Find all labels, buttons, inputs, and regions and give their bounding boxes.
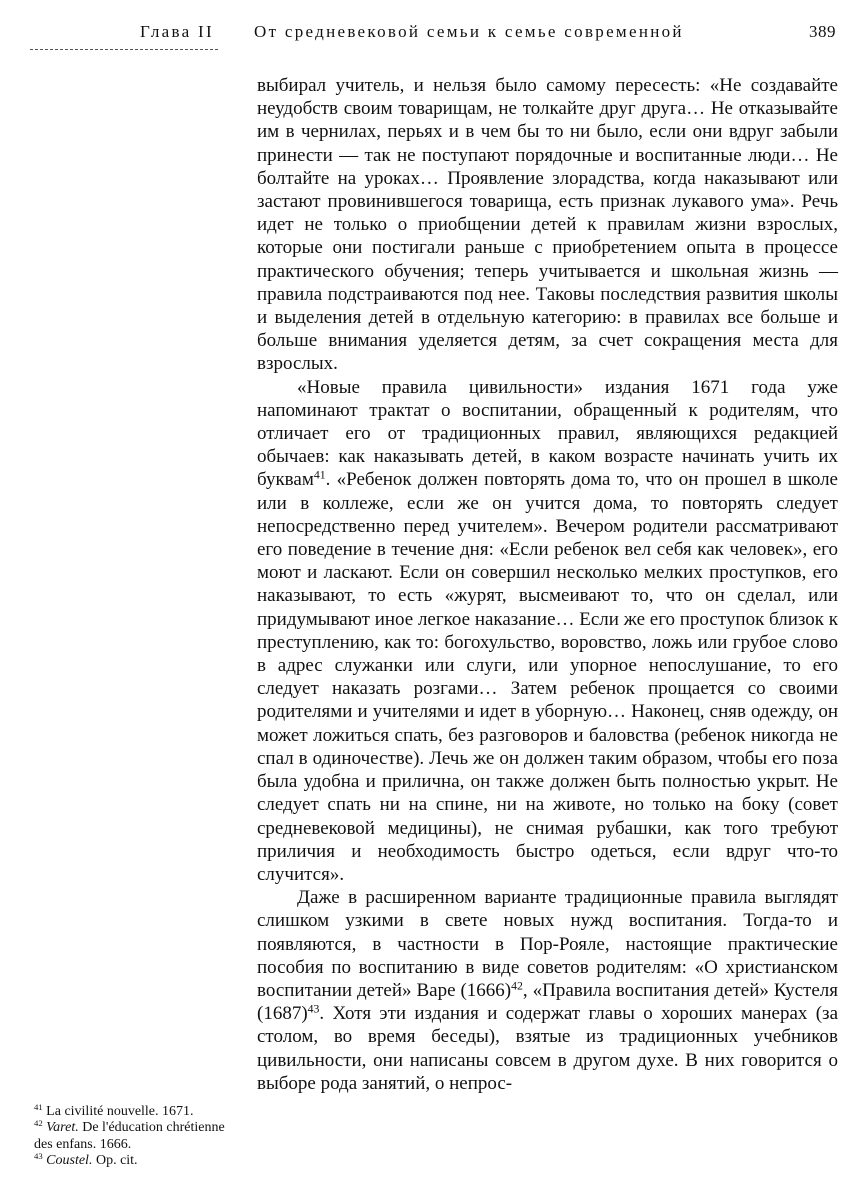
footnote-text: Op. cit. <box>95 1153 138 1169</box>
paragraph-text: . Хотя эти издания и содержат главы о хороших манерах (за столом, во время беседы), взятые из традиционных учебников цивильности, они написаны совсем в другом духе. В них говорится о выборе рода занятий, о непрос- <box>257 1003 838 1094</box>
running-title: От средневековой семьи к семье современной <box>254 22 684 41</box>
paragraph <box>257 74 838 376</box>
footnote-text: La civilité nouvelle. 1671. <box>46 1104 194 1119</box>
footnote-ref[interactable]: 41 <box>313 468 326 482</box>
footnotes <box>34 1104 244 1170</box>
footnote <box>34 1120 244 1153</box>
main-text <box>257 74 838 1095</box>
footnote <box>34 1104 244 1120</box>
footnote-author: Varet. <box>46 1120 79 1136</box>
paragraph <box>257 376 838 886</box>
footnote-number: 43 <box>34 1151 43 1162</box>
running-header <box>140 22 838 48</box>
footnote-text: De l'éducation chrétienne des enfans. 1666. <box>34 1120 225 1152</box>
footnote-number: 41 <box>34 1102 43 1113</box>
header-divider <box>30 49 218 50</box>
paragraph-text: . «Ребенок должен повторять дома то, что он прошел в школе или в коллеже, если же он учится дома, то повторять следует непосредственно перед учителем». Вечером родители рассматривают его поведение в течение дня: «Если ребенок вел себя как человек», его моют и ласкают. Если он совершил несколько мелких проступков, его наказывают, то есть «журят, высмеивают то, что он сделал, или придумывают иное легкое наказание… Если же его проступок близок к преступлению, как то: богохульство, воровство, ложь или грубое слово в адрес служанки или слуги, или упорное непослушание, то его следует наказать розгами… Затем ребенок прощается со своими родителями и учителями и идет в уборную… Наконец, сняв одежду, он может ложиться спать, без разговоров и баловства (ребенок никогда не спал в одиночестве). Лечь же он должен таким образом, чтобы его поза была удобна и прилична, он также должен быть полностью укрыт. Не следует спать ни на спине, ни на животе, но только на боку (совет средневековой медицины), не снимая рубашки, как того требуют приличия и необходимость быстро одеться, если вдруг что-то случится». <box>257 469 838 885</box>
footnote-author: Coustel. <box>46 1153 93 1169</box>
footnote <box>34 1153 244 1169</box>
chapter-label: Глава II <box>140 22 214 41</box>
paragraph <box>257 886 838 1095</box>
paragraph-text: выбирал учитель, и нельзя было самому пересесть: «Не создавайте неудобств своим товарищам, не толкайте друг друга… Не отказывайте им в чернилах, перьях и в чем бы то ни было, если они вдруг забыли принести — так не поступают порядочные и воспитанные люди… Не болтайте на уроках… Проявление злорадства, когда наказывают или застают провинившегося товарища, есть признак лукавого ума». Речь идет не только о приобщении детей к правилам жизни взрослых, которые они постигали раньше с приобретением опыта в процессе практического обучения; теперь учитывается и школьная жизнь — правила подстраиваются под нее. Таковы последствия развития школы и выделения детей в отдельную категорию: в правилах все больше и больше внимания уделяется детям, за счет сокращения места для взрослых. <box>257 75 838 375</box>
footnote-ref[interactable]: 42 <box>511 979 523 993</box>
paragraph-text: , «Правила воспитания детей» Кустеля (1687) <box>257 979 838 1025</box>
paragraph-text: Даже в расширенном варианте традиционные правила выглядят слишком узкими в свете новых нужд воспитания. Тогда-то и появляются, в частности в Пор-Рояле, настоящие практические пособия по воспитанию в виде советов родителям: «О христианском воспитании детей» Варе (1666) <box>257 887 838 1001</box>
page-number: 389 <box>809 22 836 41</box>
paragraph-text: «Новые правила цивильности» издания 1671 года уже напоминают трактат о воспитании, обращенный к родителям, что отличает его от традиционных правил, являющихся редакцией обычаев: как наказывать детей, в каком возрасте начинать учить их буквам <box>257 376 838 491</box>
footnote-ref[interactable]: 43 <box>307 1002 320 1016</box>
footnote-number: 42 <box>34 1118 43 1129</box>
